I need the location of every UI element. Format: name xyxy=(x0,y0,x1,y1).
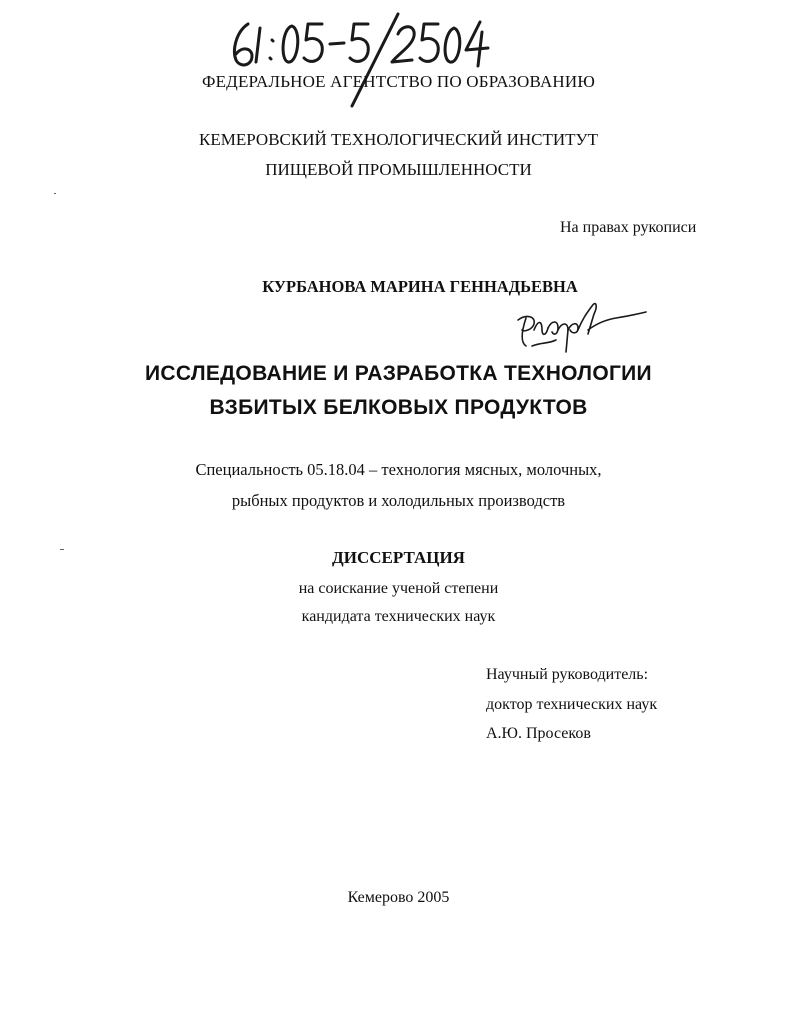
manuscript-rights-note: На правах рукописи xyxy=(560,219,697,236)
specialty-line1: Специальность 05.18.04 – технология мясных, молочных, xyxy=(195,460,602,479)
dissertation-title-line2: ВЗБИТЫХ БЕЛКОВЫХ ПРОДУКТОВ xyxy=(209,396,588,419)
city-and-year: Кемерово 2005 xyxy=(347,889,450,906)
supervisor-label: Научный руководитель: xyxy=(486,666,649,683)
degree-line2: кандидата технических наук xyxy=(301,608,496,625)
author-signature xyxy=(512,290,652,360)
supervisor-degree: доктор технических наук xyxy=(486,696,658,713)
agency-name: ФЕДЕРАЛЬНОЕ АГЕНТСТВО ПО ОБРАЗОВАНИЮ xyxy=(201,72,596,91)
scan-speck xyxy=(54,193,56,194)
institute-name-line2: ПИЩЕВОЙ ПРОМЫШЛЕННОСТИ xyxy=(265,160,532,179)
supervisor-name: А.Ю. Просеков xyxy=(486,725,591,742)
institute-name-line1: КЕМЕРОВСКИЙ ТЕХНОЛОГИЧЕСКИЙ ИНСТИТУТ xyxy=(199,130,598,149)
handwritten-archive-code xyxy=(226,10,496,110)
dissertation-title-line1: ИССЛЕДОВАНИЕ И РАЗРАБОТКА ТЕХНОЛОГИИ xyxy=(145,362,652,385)
document-type: ДИССЕРТАЦИЯ xyxy=(332,548,465,567)
degree-line1: на соискание ученой степени xyxy=(298,580,499,597)
author-name: КУРБАНОВА МАРИНА ГЕННАДЬЕВНА xyxy=(262,277,578,296)
scan-speck xyxy=(60,549,64,550)
specialty-line2: рыбных продуктов и холодильных производств xyxy=(231,491,566,510)
